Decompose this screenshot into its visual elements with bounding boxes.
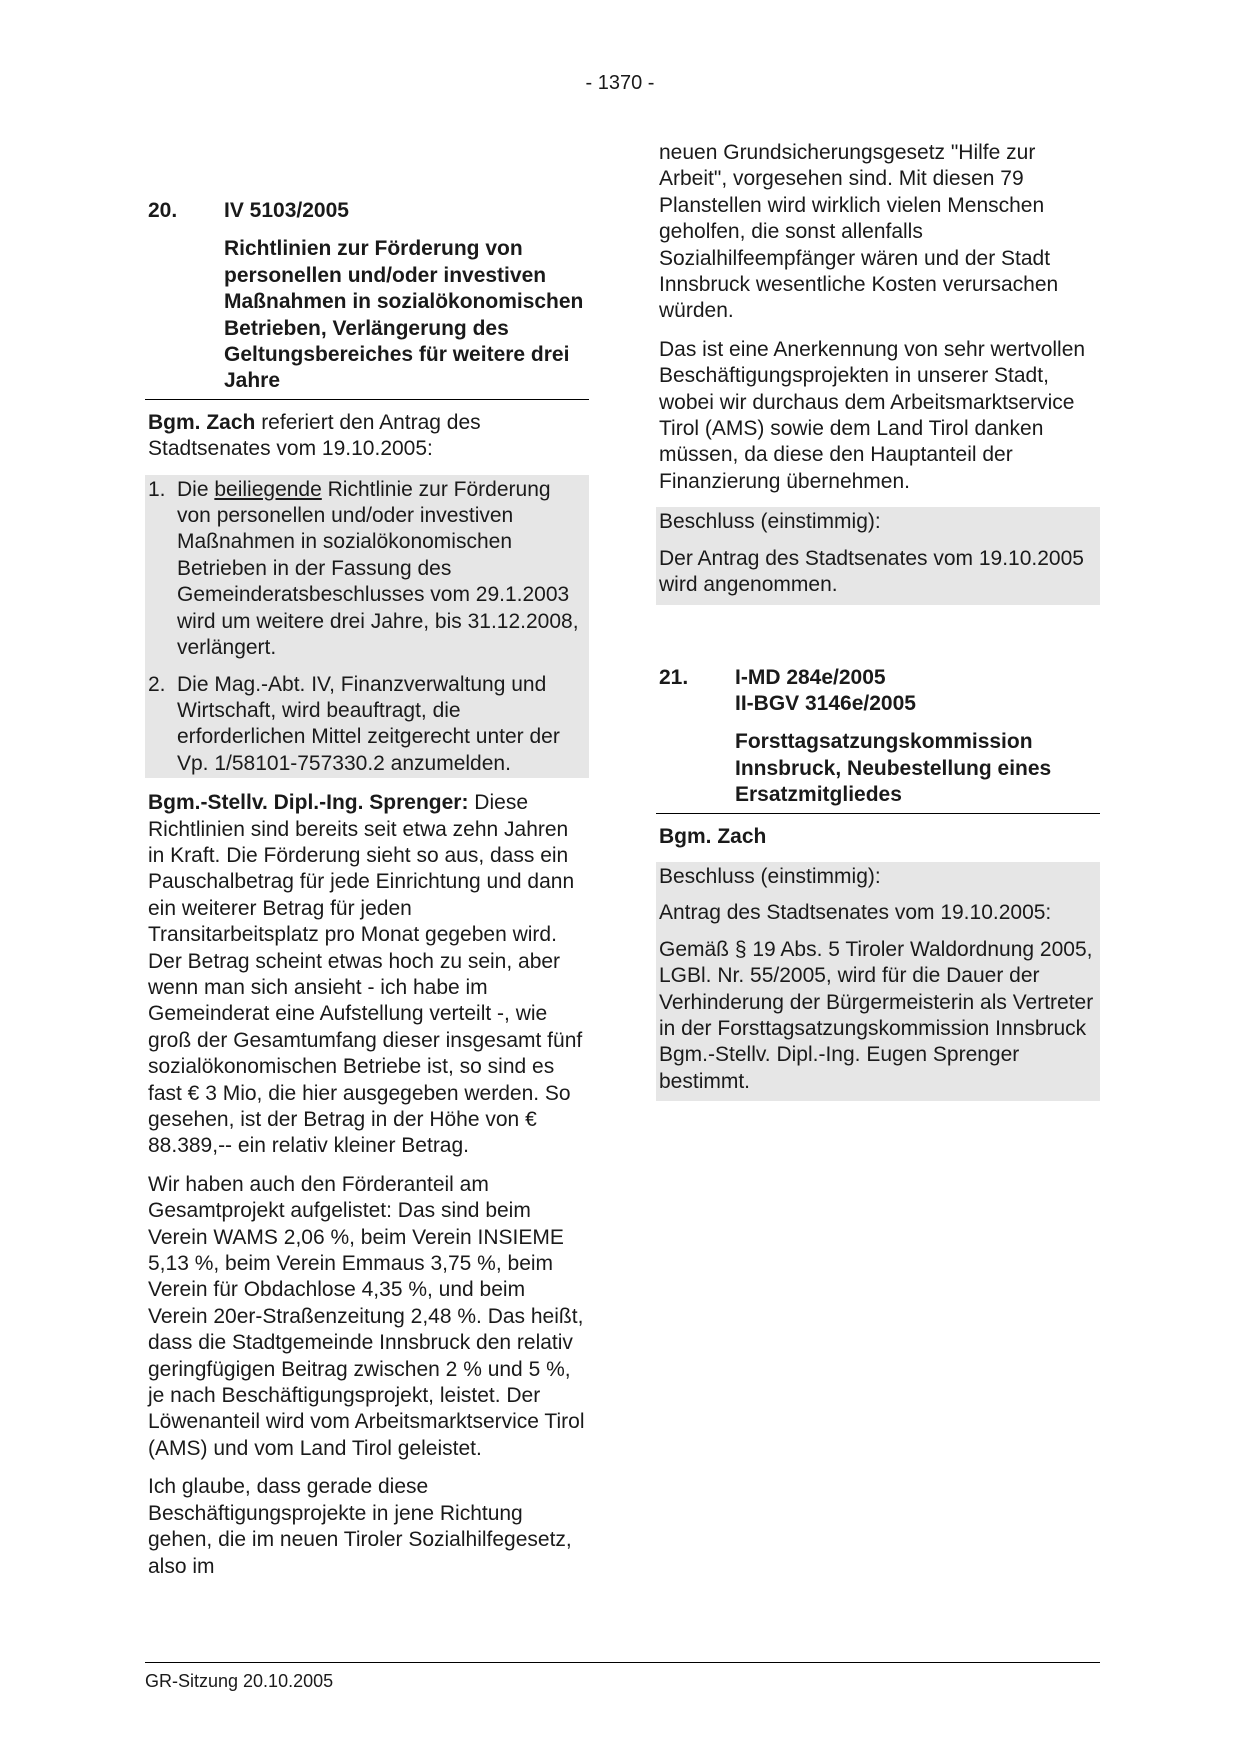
decision-motion: Antrag des Stadtsenates vom 19.10.2005: bbox=[659, 901, 1052, 925]
list-item-text: Die beiliegende Richtlinie zur Förderung von personellen und/oder investiven Maßnahmen in sozialökonomischen Betrieben in der Fassung des Gemeinderatsbeschlusses vom 29.1.2003 wird um weitere drei Jahre, bis 31.12.2008, verlängert. bbox=[177, 477, 579, 660]
page-number: - 1370 - bbox=[585, 72, 655, 94]
right-column bbox=[656, 140, 1100, 1101]
agenda-item-reference: IV 5103/2005 bbox=[224, 199, 349, 222]
page-footer: GR-Sitzung 20.10.2005 bbox=[145, 1662, 1100, 1692]
intro-paragraph bbox=[145, 410, 589, 463]
agenda-item-20-title-block bbox=[145, 236, 589, 399]
speaker-name: Bgm. Zach bbox=[148, 410, 256, 434]
paragraph: Das ist eine Anerkennung von sehr wertvollen Beschäftigungsprojekten in unserer Stadt, wobei wir durchaus dem Arbeitsmarktservice Tirol (AMS) sowie dem Land Tirol danken müssen, da diese den Hauptanteil der Finanzierung übernehmen. bbox=[659, 337, 1086, 493]
decision-label: Beschluss (einstimmig): bbox=[659, 510, 881, 534]
list-number: 1. bbox=[148, 477, 166, 501]
paragraph: Ich glaube, dass gerade diese Beschäftigungsprojekte in jene Richtung gehen, die im neuen Tiroler Sozialhilfegesetz, also im bbox=[148, 1475, 572, 1578]
agenda-item-references bbox=[735, 665, 916, 718]
agenda-item-20-header bbox=[145, 198, 589, 224]
agenda-item-21-header bbox=[656, 665, 1100, 718]
agenda-item-number: 21. bbox=[659, 665, 689, 689]
list-item-text: Die Mag.-Abt. IV, Finanzverwaltung und Wirtschaft, wird beauftragt, die erforderlichen Mittel zeitgerecht unter der Vp. 1/58101-757330.2 anzumelden. bbox=[177, 672, 560, 775]
underlined-word: beiliegende bbox=[214, 477, 322, 501]
decision-text: Gemäß § 19 Abs. 5 Tiroler Waldordnung 2005, LGBl. Nr. 55/2005, wird für die Dauer der Verhinderung der Bürgermeisterin als Vertreter in der Forsttagsatzungskommission Innsbruck Bgm.-Stellv. Dipl.-Ing. Eugen Sprenger bestimmt. bbox=[659, 937, 1094, 1093]
agenda-item-reference: II-BGV 3146e/2005 bbox=[735, 691, 916, 715]
agenda-item-21-title-block bbox=[656, 729, 1100, 813]
agenda-item-number: 20. bbox=[148, 199, 178, 222]
paragraph: Wir haben auch den Förderanteil am Gesamtprojekt aufgelistet: Das sind beim Verein WAMS 2,06 %, beim Verein INSIEME 5,13 %, beim Verein Emmaus 3,75 %, beim Verein für Obdachlose 4,35 %, und beim Verein 20er-Straßenzeitung 2,48 %. Das heißt, dass die Stadtgemeinde Innsbruck den relativ geringfügigen Beitrag zwischen 2 % und 5 %, je nach Beschäftigungsprojekt, leistet. Der Löwenanteil wird vom Arbeitsmarktservice Tirol (AMS) und vom Land Tirol geleistet. bbox=[148, 1172, 585, 1460]
decision-text: Der Antrag des Stadtsenates vom 19.10.2005 wird angenommen. bbox=[659, 546, 1084, 597]
decision-block bbox=[656, 507, 1100, 604]
agenda-item-reference: I-MD 284e/2005 bbox=[735, 665, 886, 689]
motion-list bbox=[145, 475, 589, 778]
motion-list-item bbox=[148, 477, 586, 662]
agenda-item-title: Forsttagsatzungskommission Innsbruck, Neubestellung eines Ersatzmitgliedes bbox=[735, 730, 1052, 807]
motion-list-item bbox=[148, 672, 586, 778]
list-number: 2. bbox=[148, 672, 166, 696]
intro-text: referiert den Antrag des Stadtsenates vom 19.10.2005: bbox=[148, 410, 481, 461]
speaker-name: Bgm. Zach bbox=[659, 824, 767, 848]
speech-paragraph bbox=[145, 790, 589, 1160]
speaker-name: Bgm.-Stellv. Dipl.-Ing. Sprenger: bbox=[148, 791, 469, 815]
left-column bbox=[145, 140, 589, 1592]
speech-text: Diese Richtlinien sind bereits seit etwa zehn Jahren in Kraft. Die Förderung sieht so aus, dass ein Pauschalbetrag für jede Einrichtung und dann ein weiterer Betrag für jeden Transitarbeitsplatz pro Monat gegeben wird. Der Betrag scheint etwas hoch zu sein, aber wenn man sich ansieht - ich habe im Gemeinderat eine Aufstellung verteilt -, wie groß der Gesamtumfang dieser insgesamt fünf sozialökonomischen Betriebe ist, so sind es fast € 3 Mio, die hier ausgegeben werden. So gesehen, ist der Betrag in der Höhe von € 88.389,-- ein relativ kleiner Betrag. bbox=[148, 791, 583, 1158]
decision-block bbox=[656, 862, 1100, 1101]
paragraph: neuen Grundsicherungsgesetz "Hilfe zur Arbeit", vorgesehen sind. Mit diesen 79 Planstellen wird wirklich vielen Menschen geholfen, die sonst allenfalls Sozialhilfeempfänger wären und der Stadt Innsbruck wesentliche Kosten verursachen würden. bbox=[659, 141, 1059, 323]
agenda-item-title: Richtlinien zur Förderung von personellen und/oder investiven Maßnahmen in sozialökonomischen Betrieben, Verlängerung des Geltungsbereiches für weitere drei Jahre bbox=[224, 237, 584, 393]
decision-label: Beschluss (einstimmig): bbox=[659, 864, 881, 888]
